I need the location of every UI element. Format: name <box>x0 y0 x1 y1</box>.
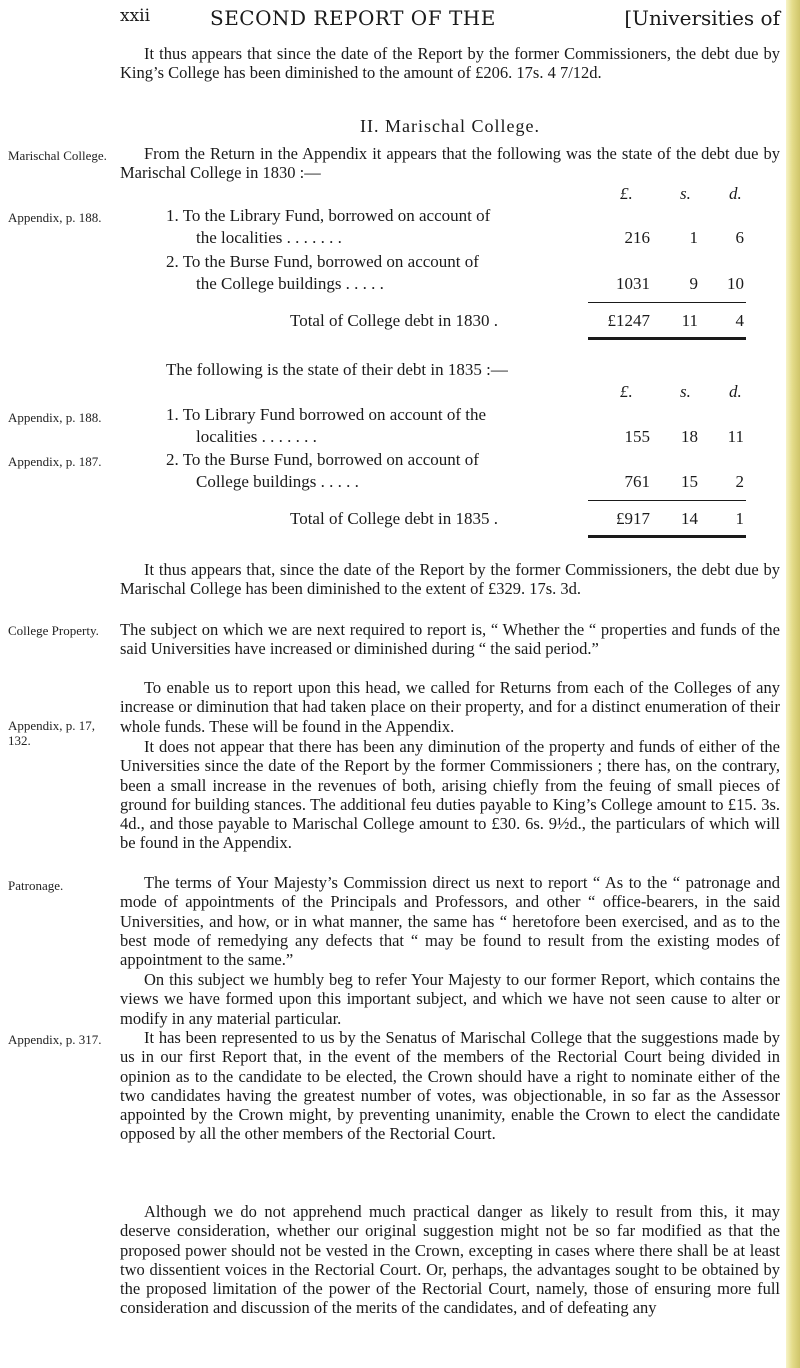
page-number: xxii <box>120 6 151 26</box>
debt-1835-item-2-pounds: 761 <box>624 472 650 491</box>
running-title: SECOND REPORT OF THE <box>210 6 496 30</box>
sidenote-appendix-17: Appendix, p. 17, 132. <box>8 718 96 748</box>
debt-1835-item-1-pounds: 155 <box>624 427 650 446</box>
debt-1835-total-label: Total of College debt in 1835 . <box>290 509 498 528</box>
sidenote-patronage: Patronage. <box>8 878 64 893</box>
debt-1830-item-1-line-2: the localities . . . . . . . <box>196 228 342 247</box>
debt-1830-intro: From the Return in the Appendix it appears that the following was the state of the debt due by Marischal College in 1830 :— <box>120 144 780 183</box>
paragraph-returns: To enable us to report upon this head, we called for Returns from each of the Colleges of any increase or diminution that had taken place on their property, and for a distinct enumeration of their whole funds. These will be found in the Appendix. <box>120 678 780 736</box>
debt-1830-item-2-pounds: 1031 <box>616 274 650 293</box>
debt-1830-total-label: Total of College debt in 1830 . <box>290 311 498 330</box>
debt-1835-item-2-line-1: 2. To the Burse Fund, borrowed on account of <box>166 450 479 469</box>
col-pounds-1835: £. <box>620 382 633 401</box>
sidenote-college-property: College Property. <box>8 623 99 638</box>
debt-1830-item-1-pounds: 216 <box>624 228 650 247</box>
paragraph-no-diminution: It does not appear that there has been any diminution of the property and funds of either of the Universities since the date of the Report by the former Commissioners ; there has, on the contrary, been a small increase in the revenues of both, arising chiefly from the feuing of small pieces of ground for building stances. The additional feu duties payable to King’s College amount to £15. 3s. 4d., and those payable to Marischal College amount to £30. 6s. 9½d., the particulars of which will be found in the Appendix. <box>120 737 780 853</box>
debt-1830-total-pence: 4 <box>735 311 744 330</box>
debt-1835-item-2-line-2: College buildings . . . . . <box>196 472 359 491</box>
sidenote-appendix-187: Appendix, p. 187. <box>8 454 102 469</box>
paragraph-patronage-terms: The terms of Your Majesty’s Commission direct us next to report “ As to the “ patronage and mode of appointments of the Principals and Professors, and other “ office-bearers, in the said Universities, and how, or in what manner, the same has “ heretofore been exercised, and as to the best mode of remedying any defects that “ may be found to result from the existing modes of appointment to the same.” <box>120 873 780 970</box>
debt-1835-item-2-shillings: 15 <box>681 472 698 491</box>
paragraph-senatus: It has been represented to us by the Senatus of Marischal College that the suggestions made by us in our first Report that, in the event of the members of the Rectorial Court being divided in opinion as to the candidate to be elected, the Crown should have a right to nominate either of the two candidates having the greatest number of votes, was objectionable, in so far as the Assessor appointed by the Crown might, by preventing unanimity, enable the Crown to elect the candidate opposed by all the other members of the Rectorial Court. <box>120 1028 780 1144</box>
paragraph-refer-former-report: On this subject we humbly beg to refer Your Majesty to our former Report, which contains the views we have formed upon this important subject, and which we have not seen cause to alter or modify in any material particular. <box>120 970 780 1028</box>
sidenote-appendix-188: Appendix, p. 188. <box>8 210 102 225</box>
col-pounds-1830: £. <box>620 184 633 203</box>
rule-above-total-1835 <box>588 500 746 501</box>
sidenote-marischal-college: Marischal College. <box>8 148 107 163</box>
debt-1830-item-1-shillings: 1 <box>689 228 698 247</box>
paragraph-properties-question: The subject on which we are next required to report is, “ Whether the “ properties and funds of the said Universities have increased or diminished during “ the said period.” <box>120 620 780 659</box>
debt-1835-item-1-pence: 11 <box>727 427 744 446</box>
debt-1835-item-2-pence: 2 <box>735 472 744 491</box>
section-heading: II. Marischal College. <box>360 116 540 136</box>
running-header <box>120 6 780 32</box>
debt-1830-item-2-pence: 10 <box>727 274 744 293</box>
debt-1830-item-2-line-1: 2. To the Burse Fund, borrowed on account of <box>166 252 479 271</box>
debt-1830-item-2-shillings: 9 <box>689 274 698 293</box>
col-pence-1830: d. <box>729 184 742 203</box>
debt-1835-total-pence: 1 <box>735 509 744 528</box>
sidenote-appendix-188b: Appendix, p. 188. <box>8 410 102 425</box>
col-pence-1835: d. <box>729 382 742 401</box>
debt-1835-total-pounds: £917 <box>616 509 650 528</box>
double-rule-total-1830 <box>588 337 746 340</box>
debt-1835-item-1-line-1: 1. To Library Fund borrowed on account of the <box>166 405 487 424</box>
sidenote-appendix-317: Appendix, p. 317. <box>8 1032 102 1047</box>
debt-1830-total-shillings: 11 <box>681 311 698 330</box>
intro-paragraph: It thus appears that since the date of the Report by the former Commissioners, the debt due by King’s College has been diminished to the amount of £206. 17s. 4 7/12d. <box>120 44 780 83</box>
col-shillings-1830: s. <box>680 184 691 203</box>
debt-1835-intro: The following is the state of their debt in 1835 :— <box>166 360 508 379</box>
page-edge <box>786 0 800 1368</box>
debt-1835-item-1-line-2: localities . . . . . . . <box>196 427 317 446</box>
paragraph-debt-diminished: It thus appears that, since the date of the Report by the former Commissioners, the debt due by Marischal College has been diminished to the extent of £329. 17s. 3d. <box>120 560 780 599</box>
debt-1835-total-shillings: 14 <box>681 509 698 528</box>
debt-1830-item-1-line-1: 1. To the Library Fund, borrowed on account of <box>166 206 491 225</box>
running-title-right: [Universities of <box>624 6 780 30</box>
debt-1830-item-2-line-2: the College buildings . . . . . <box>196 274 384 293</box>
debt-1835-item-1-shillings: 18 <box>681 427 698 446</box>
double-rule-total-1835 <box>588 535 746 538</box>
rule-above-total-1830 <box>588 302 746 303</box>
debt-1830-total-pounds: £1247 <box>607 311 650 330</box>
paragraph-practical-danger: Although we do not apprehend much practical danger as likely to result from this, it may deserve consideration, whether our original suggestion might not be so far modified as that the proposed power should not be vested in the Crown, excepting in cases where there shall be at least two dissentient voices in the Rectorial Court. Or, perhaps, the advantages sought to be obtained by the proposed limitation of the power of the Rectorial Court, namely, those of ensuring more full consideration and discussion of the merits of the candidates, and of defeating any <box>120 1202 780 1318</box>
col-shillings-1835: s. <box>680 382 691 401</box>
debt-1830-item-1-pence: 6 <box>735 228 744 247</box>
